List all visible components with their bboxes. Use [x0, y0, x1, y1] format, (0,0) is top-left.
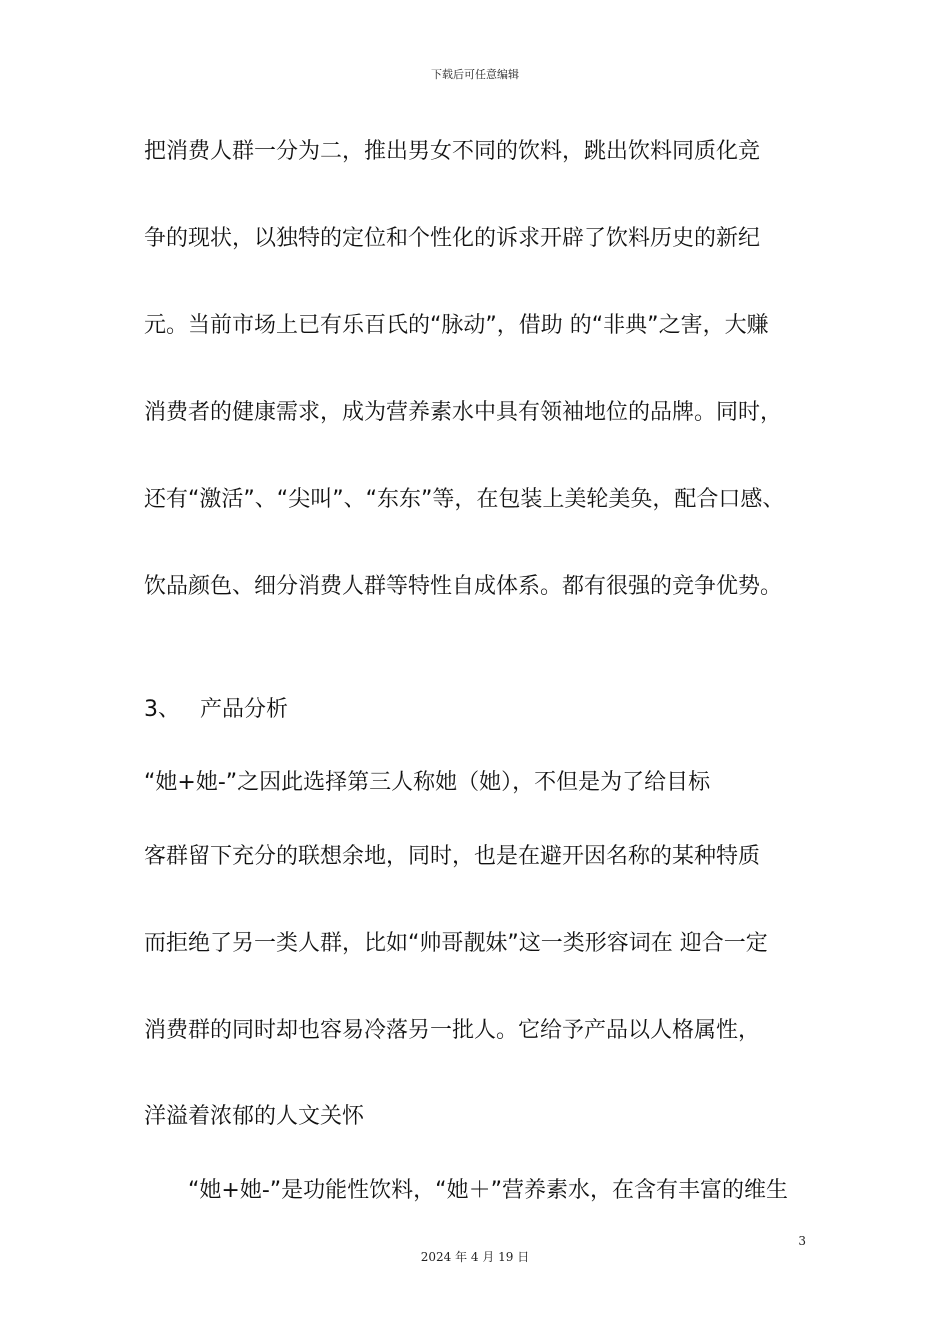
analysis-line: 消费群的同时却也容易冷落另一批人。它给予产品以人格属性，	[144, 1018, 761, 1043]
paragraph-line: 消费者的健康需求，成为营养素水中具有领袖地位的品牌。同时，	[144, 400, 783, 425]
page-number: 3	[798, 1234, 806, 1248]
analysis-line: 而拒绝了另一类人群，比如“帅哥靓妹”这一类形容词在 迎合一定	[144, 931, 768, 956]
analysis-line: “她+她-”之因此选择第三人称她（她），不但是为了给目标	[144, 770, 711, 795]
paragraph-line: 元。当前市场上已有乐百氏的“脉动”，借助 的“非典”之害，大赚	[144, 313, 769, 338]
analysis-line: 洋溢着浓郁的人文关怀	[144, 1104, 365, 1129]
page-header: 下载后可任意编辑	[431, 68, 519, 81]
footer-date: 2024 年 4 月 19 日	[420, 1250, 530, 1264]
paragraph-line: 饮品颜色、细分消费人群等特性自成体系。都有很强的竞争优势。	[144, 574, 783, 599]
section-heading	[144, 695, 288, 725]
paragraph-line: 争的现状，以独特的定位和个性化的诉求开辟了饮料历史的新纪	[144, 226, 761, 251]
paragraph-line: 还有“激活”、“尖叫”、“东东”等，在包装上美轮美奂，配合口感、	[144, 487, 785, 512]
paragraph-line: 把消费人群一分为二，推出男女不同的饮料，跳出饮料同质化竞	[144, 139, 761, 164]
section-title: 产品分析	[200, 697, 289, 722]
analysis-line: 客群留下充分的联想余地，同时，也是在避开因名称的某种特质	[144, 844, 761, 869]
section-number: 3、	[144, 697, 180, 722]
paragraph-line-indented: “她+她-”是功能性饮料，“她＋”营养素水，在含有丰富的维生	[188, 1178, 788, 1203]
